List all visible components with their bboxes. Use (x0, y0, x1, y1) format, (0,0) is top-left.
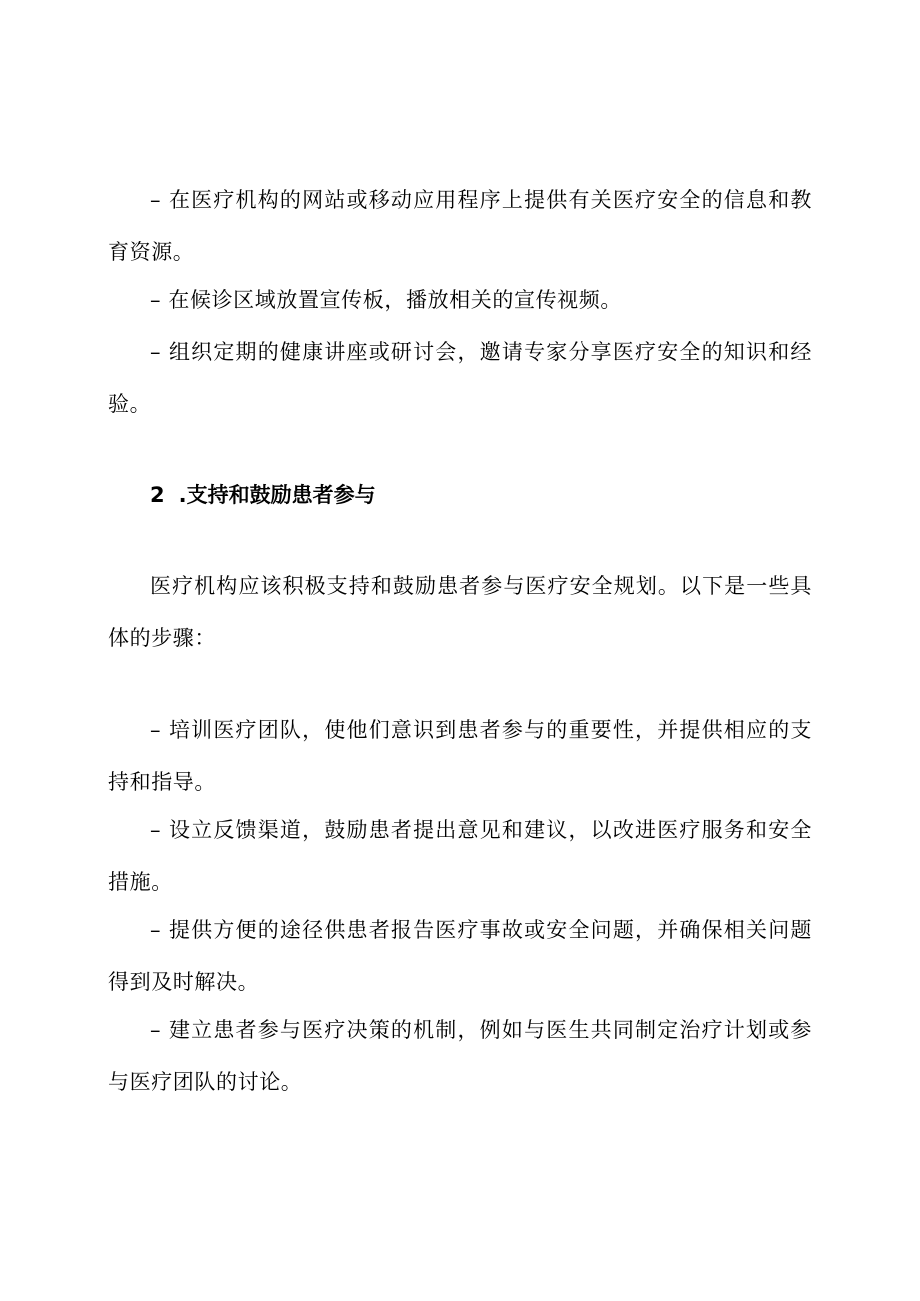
section-title: .支持和鼓励患者参与 (178, 483, 376, 507)
bullet-item: – 组织定期的健康讲座或研讨会，邀请专家分享医疗安全的知识和经验。 (108, 340, 812, 416)
bullet-item: – 提供方便的途径供患者报告医疗事故或安全问题，并确保相关问题得到及时解决。 (108, 918, 812, 994)
section-heading (150, 480, 376, 510)
section-number: 2 (150, 483, 165, 507)
bullet-item: – 设立反馈渠道，鼓励患者提出意见和建议，以改进医疗服务和安全措施。 (108, 818, 812, 894)
intro-paragraph: 医疗机构应该积极支持和鼓励患者参与医疗安全规划。以下是一些具体的步骤： (108, 574, 812, 650)
bullet-item: – 在医疗机构的网站或移动应用程序上提供有关医疗安全的信息和教育资源。 (108, 188, 812, 264)
bullet-item: – 在候诊区域放置宣传板，播放相关的宣传视频。 (150, 288, 622, 312)
bullet-item: – 建立患者参与医疗决策的机制，例如与医生共同制定治疗计划或参与医疗团队的讨论。 (108, 1018, 812, 1094)
bullet-item: – 培训医疗团队，使他们意识到患者参与的重要性，并提供相应的支持和指导。 (108, 718, 812, 794)
